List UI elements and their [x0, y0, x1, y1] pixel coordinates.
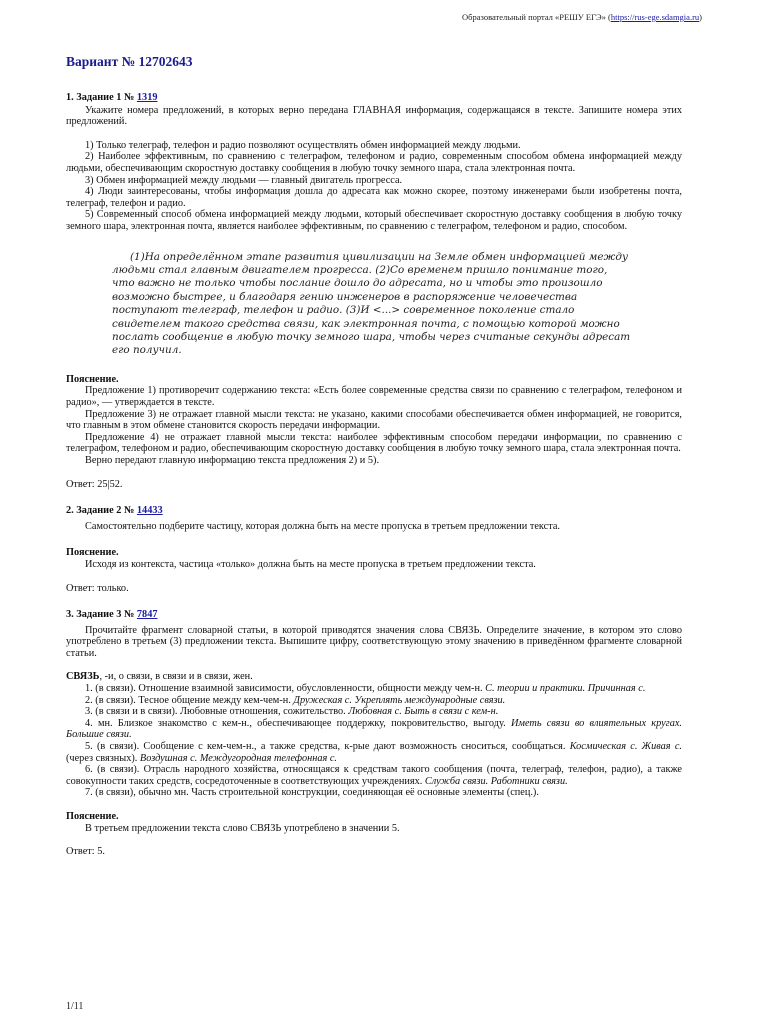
task2-title-text: 2. Задание 2 № [66, 505, 137, 517]
task1-option-4: 4) Люди заинтересованы, чтобы информация дошла до адресата как можно скорее, поэтому инженерами были изобретены почта, телеграф, телефон и радио. [66, 186, 682, 209]
document-content [66, 92, 682, 858]
task3-explanation-label: Пояснение. [66, 811, 119, 822]
variant-title: Вариант № 12702643 [66, 54, 193, 69]
task1-title-text: 1. Задание 1 № [66, 92, 137, 103]
task3-title [66, 609, 682, 621]
task2-explanation-label: Пояснение. [66, 547, 119, 559]
task1-number-link[interactable]: 1319 [136, 92, 158, 103]
task3-answer: Ответ: 5. [66, 846, 105, 858]
dictionary-meaning-7: 7. (в связи), обычно мн. Часть строительной конструкции, соединяющая её основные элементы (спец.). [85, 787, 539, 799]
task1-option-3: 3) Обмен информацией между людьми — главный двигатель прогресса. [85, 174, 403, 186]
task2-prompt: Самостоятельно подберите частицу, которая должна быть на месте пропуска в третьем предложении текста. [85, 520, 560, 532]
dictionary-meaning-5: 5. (в связи). Сообщение с кем-чем-н., а также средства, к-рые дают возможность сноситься, сообщаться. Космическая с. Живая с. (через связных). Воздушная с. Междугородная телефонная с. [66, 741, 682, 764]
dictionary-entry-head [66, 671, 682, 683]
header-close: ) [699, 12, 702, 22]
task1-explanation-1: Предложение 1) противоречит содержанию текста: «Есть более современные средства связи по сравнению с телеграфом, телефоном и радио», — утверждается в тексте. [66, 385, 682, 408]
header-text: Образовательный портал «РЕШУ ЕГЭ» ( [462, 12, 611, 22]
task2-answer: Ответ: только. [66, 582, 129, 594]
task1-explanation-4: Верно передают главную информацию текста предложения 2) и 5). [85, 454, 380, 466]
task1-option-2: 2) Наиболее эффективным, по сравнению с телеграфом, телефоном и радио, современным способом обмена информацией между людьми, обеспечивающим скоростную доставку сообщения в любую точку земного шара, стала электронная почта. [66, 151, 682, 174]
task1-option-1: 1) Только телеграф, телефон и радио позволяют осуществлять обмен информацией между людьми. [85, 139, 521, 151]
portal-header [462, 12, 702, 22]
task1-explanation-label: Пояснение. [66, 373, 119, 385]
task1-answer: Ответ: 25|52. [66, 478, 123, 490]
task2-number-link[interactable]: 14433 [136, 505, 163, 517]
task1-prompt: Укажите номера предложений, в которых верно передана ГЛАВНАЯ информация, содержащаяся в тексте. Запишите номера этих предложений. [66, 104, 682, 128]
task1-explanation-3: Предложение 4) не отражает главной мысли текста: наиболее эффективным способом передачи информации, по сравнению с телеграфом, телефоном и радио, обеспечивающим скоростную доставку сообщения в любую точку земного шара, стала электронная почта. [66, 431, 682, 455]
dictionary-meaning-3: 3. (в связи и в связи). Любовные отношения, сожительство. Любовная с. Быть в связи с кем-н. [85, 706, 499, 718]
portal-link[interactable]: https://rus-ege.sdamgia.ru [610, 12, 700, 22]
task3-number-link[interactable]: 7847 [136, 609, 158, 621]
task3-explanation: В третьем предложении текста слово СВЯЗЬ употреблено в значении 5. [85, 822, 400, 834]
task2-title [66, 505, 682, 517]
task1-title [66, 92, 682, 104]
task2-explanation: Исходя из контекста, частица «только» должна быть на месте пропуска в третьем предложении текста. [85, 558, 536, 570]
task3-title-text: 3. Задание 3 № [66, 609, 137, 621]
page-number: 1/11 [66, 1001, 84, 1012]
task3-prompt: Прочитайте фрагмент словарной статьи, в которой приводятся значения слова СВЯЗЬ. Определите значение, в котором это слово употреблено в третьем (3) предложении текста. Выпишите цифру, соответствующую этому значению в приведённом фрагменте словарной статьи. [66, 624, 682, 659]
source-text-quote: (1)На определённом этапе развития цивилизации на Земле обмен информацией между людьми стал главным двигателем прогресса. (2)Со временем пришло понимание того, что важно не только чтобы послание дошло до адресата, но и чтобы это произошло возможно быстрее, и благодаря гению инженеров в распоряжение человечества поступают телеграф, телефон и радио. (3)И <...> современное поколение стало свидетелем такого средства связи, как электронная почта, с помощью которой можно послать сообщение в любую точку земного шара, чтобы через считаные секунды адресат его получил. [112, 250, 631, 357]
dictionary-meaning-6: 6. (в связи). Отрасль народного хозяйства, относящаяся к средствам такого сообщения (почта, телеграф, телефон, радио), а также совокупности таких средств, сосредоточенные в соответствующих учреждениях. Служба связи. Работники связи. [66, 764, 682, 787]
task1-option-5: 5) Современный способ обмена информацией между людьми, который обеспечивает скоростную доставку сообщения в любую точку земного шара, электронная почта, является наиболее эффективным, по сравнению с телеграфом, телефоном и радио, способом. [66, 209, 682, 232]
task1-explanation-2: Предложение 3) не отражает главной мысли текста: не указано, какими способами обеспечивается обмен информацией, не говорится, что главным в этом обмене становится скорость передачи информации. [66, 408, 682, 432]
dictionary-meaning-2: 2. (в связи). Тесное общение между кем-чем-н. Дружеская с. Укреплять международные связи. [85, 694, 506, 706]
dictionary-meaning-4: 4. мн. Близкое знакомство с кем-н., обеспечивающее поддержку, покровительство, выгоду. Иметь связи во влиятельных кругах. Большие связи. [66, 717, 682, 741]
dictionary-meaning-1: 1. (в связи). Отношение взаимной зависимости, обусловленности, общности между чем-н. С. теории и практики. Причинная с. [85, 683, 646, 695]
dictionary-headword-forms: , -и, о связи, в связи и в связи, жен. [99, 671, 253, 683]
dictionary-headword: СВЯЗЬ [66, 671, 100, 683]
